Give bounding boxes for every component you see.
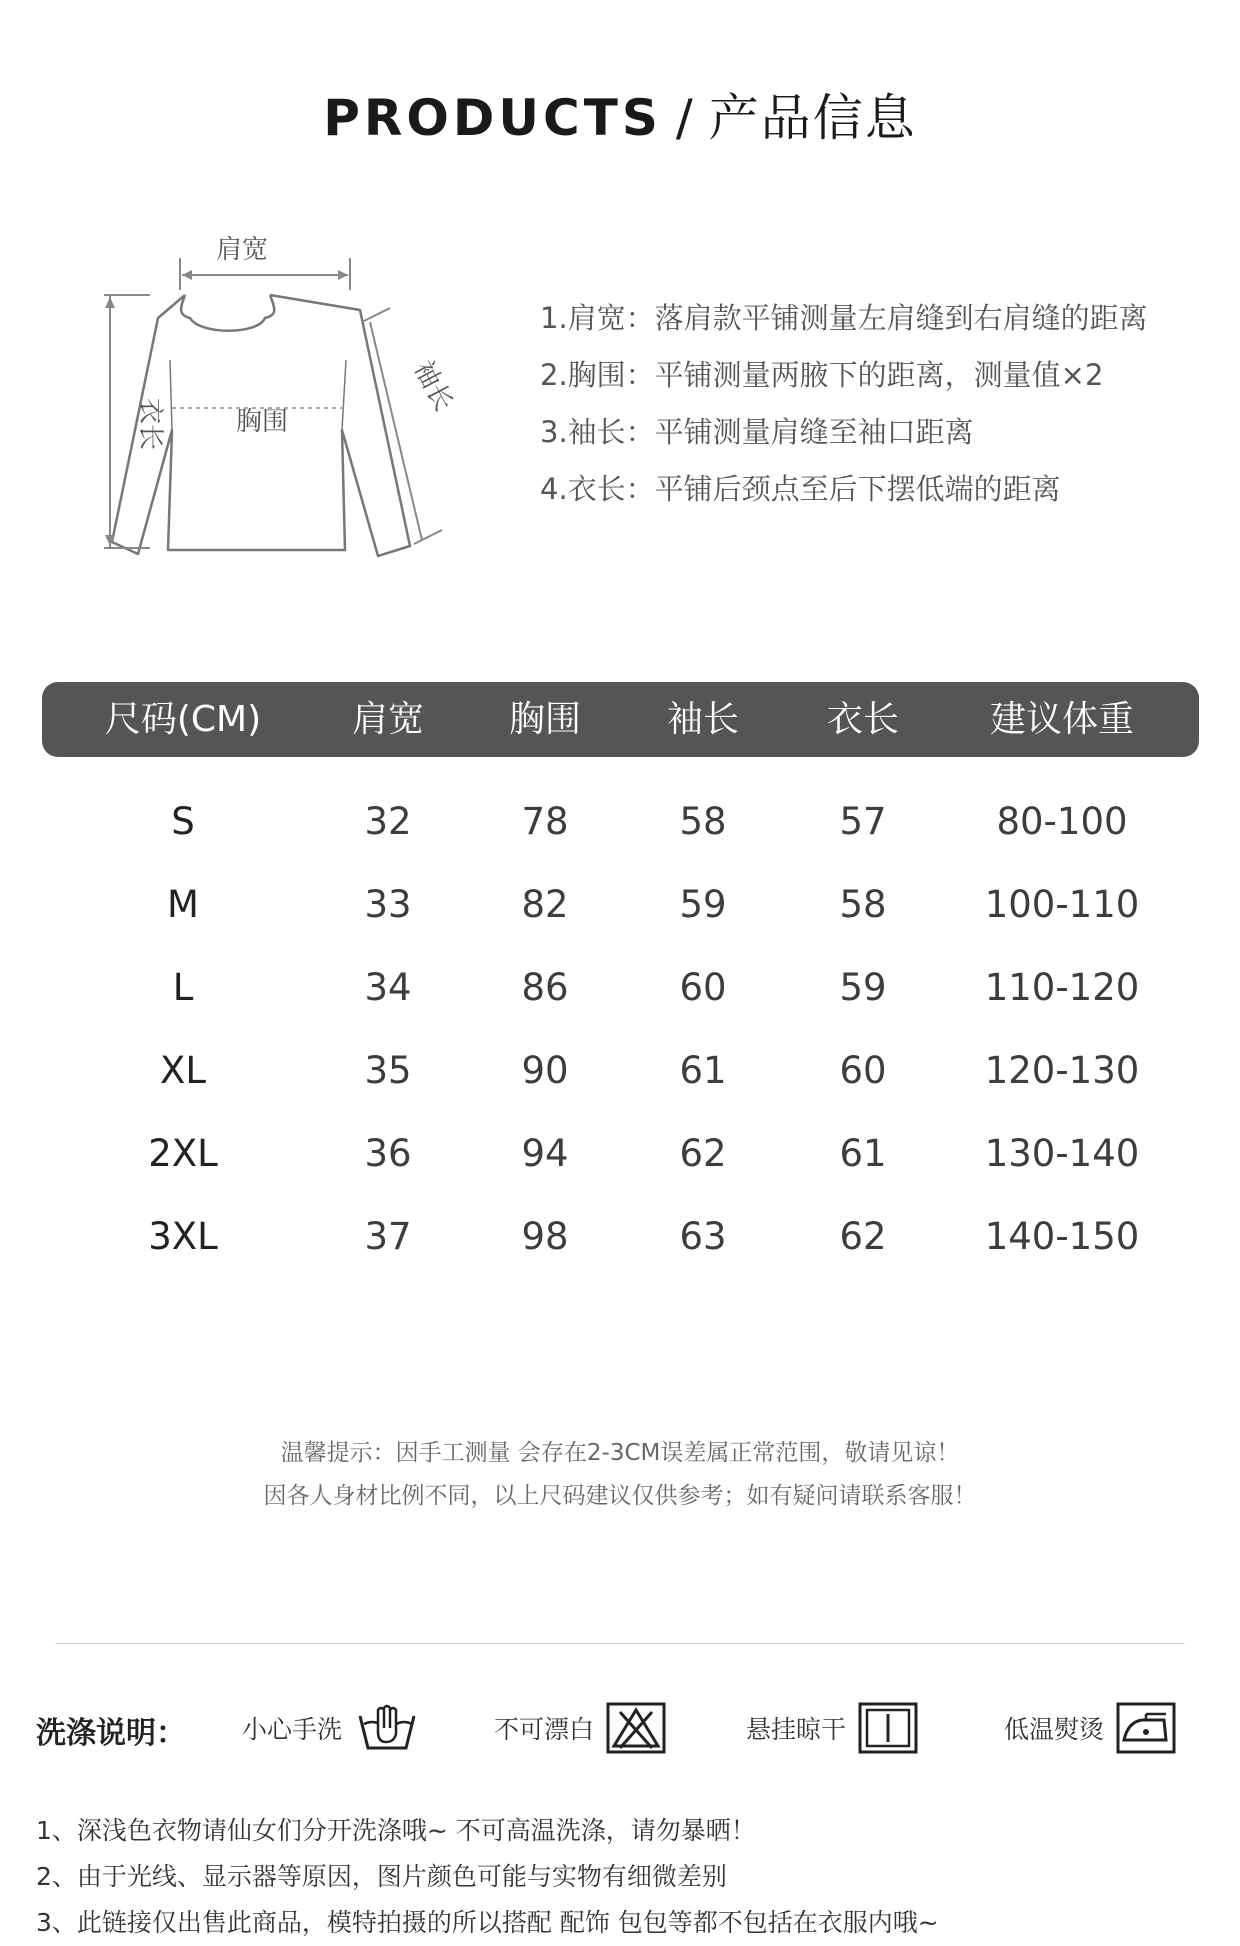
cell-sleeve: 59 — [679, 883, 727, 926]
cell-shoulder: 36 — [364, 1132, 412, 1175]
cell-length: 62 — [839, 1215, 887, 1258]
cell-chest: 98 — [521, 1215, 569, 1258]
cell-size: 3XL — [148, 1215, 218, 1258]
cell-size: L — [172, 966, 194, 1009]
care-note: 3、此链接仅出售此商品，模特拍摄的所以搭配 配饰 包包等都不包括在衣服内哦~ — [36, 1908, 939, 1937]
care-note: 1、深浅色衣物请仙女们分开洗涤哦~ 不可高温洗涤，请勿暴晒！ — [36, 1816, 756, 1845]
cell-size: 2XL — [148, 1132, 218, 1175]
page-title — [0, 78, 1240, 150]
cell-chest: 94 — [521, 1132, 569, 1175]
note-shoulder: 1.肩宽：落肩款平铺测量左肩缝到右肩缝的距离 — [540, 301, 1148, 335]
cell-length: 60 — [839, 1049, 887, 1092]
divider — [55, 1643, 1185, 1644]
cell-weight: 100-110 — [984, 883, 1140, 926]
cell-chest: 82 — [521, 883, 569, 926]
wash-label: 小心手洗 — [242, 1715, 343, 1744]
label-shoulder: 肩宽 — [215, 235, 269, 265]
tip-line: 温馨提示：因手工测量 会存在2-3CM误差属正常范围，敬请见谅！ — [280, 1440, 960, 1466]
wash-label: 低温熨烫 — [1004, 1715, 1105, 1744]
wash-item-no-bleach — [494, 1700, 666, 1756]
cell-shoulder: 37 — [364, 1215, 412, 1258]
table-row — [42, 1112, 1199, 1195]
no-bleach-icon — [606, 1702, 666, 1754]
cell-size: S — [171, 800, 195, 843]
table-row — [42, 1029, 1199, 1112]
measurement-notes — [540, 290, 1148, 518]
cell-sleeve: 63 — [679, 1215, 727, 1258]
header-sleeve: 袖长 — [666, 699, 740, 740]
wash-title: 洗涤说明： — [36, 1716, 186, 1751]
header-chest: 胸围 — [508, 699, 582, 740]
cell-weight: 140-150 — [984, 1215, 1140, 1258]
note-chest: 2.胸围：平铺测量两腋下的距离，测量值×2 — [540, 358, 1104, 392]
wash-label: 悬挂晾干 — [746, 1715, 847, 1744]
sweater-outline-icon — [90, 230, 490, 570]
table-row — [42, 1195, 1199, 1278]
cell-length: 57 — [839, 800, 887, 843]
cell-shoulder: 32 — [364, 800, 412, 843]
cell-size: XL — [160, 1049, 206, 1092]
wash-instructions — [36, 1700, 1216, 1756]
note-sleeve: 3.袖长：平铺测量肩缝至袖口距离 — [540, 415, 974, 449]
cell-size: M — [167, 883, 199, 926]
title-cn: 产品信息 — [708, 89, 917, 147]
measurement-tips — [0, 1432, 1240, 1518]
wash-item-hand-wash — [242, 1700, 420, 1756]
cell-shoulder: 33 — [364, 883, 412, 926]
cell-length: 59 — [839, 966, 887, 1009]
cell-shoulder: 35 — [364, 1049, 412, 1092]
note-length: 4.衣长：平铺后颈点至后下摆低端的距离 — [540, 472, 1061, 506]
title-en: PRODUCTS — [323, 89, 662, 147]
care-notes — [36, 1808, 1216, 1946]
label-chest: 胸围 — [235, 407, 289, 437]
cell-weight: 130-140 — [984, 1132, 1140, 1175]
cell-length: 58 — [839, 883, 887, 926]
cell-weight: 80-100 — [996, 800, 1128, 843]
label-sleeve: 袖长 — [407, 356, 459, 417]
measurement-diagram — [90, 230, 490, 570]
cell-chest: 86 — [521, 966, 569, 1009]
cell-sleeve: 58 — [679, 800, 727, 843]
care-note: 2、由于光线、显示器等原因，图片颜色可能与实物有细微差别 — [36, 1862, 727, 1891]
cell-chest: 90 — [521, 1049, 569, 1092]
header-size: 尺码(CM) — [104, 699, 262, 740]
table-row — [42, 780, 1199, 863]
header-weight: 建议体重 — [989, 699, 1135, 740]
cell-chest: 78 — [521, 800, 569, 843]
hand-wash-icon — [354, 1702, 420, 1754]
cell-sleeve: 60 — [679, 966, 727, 1009]
wash-item-hang-dry — [746, 1700, 918, 1756]
wash-item-low-iron — [1004, 1700, 1176, 1756]
wash-label: 不可漂白 — [494, 1715, 595, 1744]
table-row — [42, 946, 1199, 1029]
label-length: 衣长 — [135, 398, 165, 451]
cell-weight: 110-120 — [984, 966, 1140, 1009]
table-row — [42, 863, 1199, 946]
header-shoulder: 肩宽 — [351, 699, 425, 740]
size-table-body — [42, 780, 1199, 1278]
cell-shoulder: 34 — [364, 966, 412, 1009]
cell-weight: 120-130 — [984, 1049, 1140, 1092]
cell-sleeve: 62 — [679, 1132, 727, 1175]
tip-line: 因各人身材比例不同，以上尺码建议仅供参考；如有疑问请联系客服！ — [263, 1483, 977, 1509]
hang-dry-icon — [858, 1702, 918, 1754]
cell-sleeve: 61 — [679, 1049, 727, 1092]
title-separator: / — [675, 89, 695, 147]
size-table-header — [42, 682, 1199, 757]
cell-length: 61 — [839, 1132, 887, 1175]
low-iron-icon — [1116, 1702, 1176, 1754]
header-length: 衣长 — [826, 699, 900, 740]
